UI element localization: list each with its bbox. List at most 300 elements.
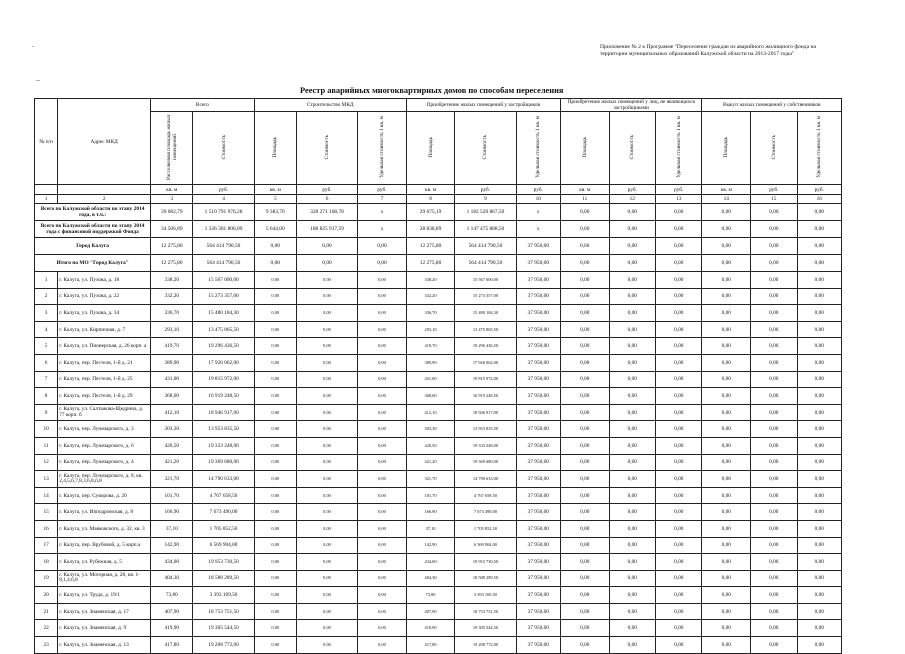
unit-label: руб. (656, 185, 702, 195)
row-zero-value: 0,00 (797, 587, 841, 604)
row-acq-cost: 19 296 436,50 (455, 338, 516, 355)
row-zero-value: 0,00 (751, 487, 797, 504)
row-acq-unit-cost: 37 950,00 (516, 471, 560, 488)
row-number: 8 (35, 388, 58, 405)
row-acq-unit-cost: 37 950,00 (516, 454, 560, 471)
total-value: 0,00 (656, 255, 702, 272)
table-row (35, 354, 842, 371)
row-address: г. Калуга, пер. Врубовой, д. 5 корп.а (58, 537, 151, 554)
row-zero-value: 0,00 (560, 487, 609, 504)
total-value: 29 675,19 (406, 204, 455, 221)
row-cost-total: 6 569 904,00 (193, 537, 254, 554)
row-zero-value: 0,00 (560, 570, 609, 587)
row-zero-value: 0,00 (751, 388, 797, 405)
row-build-unit-cost: 0,00 (358, 305, 407, 322)
row-zero-value: 0,00 (797, 321, 841, 338)
row-zero-value: 0,00 (560, 504, 609, 521)
row-area-total: 321,70 (151, 471, 193, 488)
row-number: 6 (35, 354, 58, 371)
row-acq-area: 368,00 (406, 388, 455, 405)
row-build-unit-cost: 0,00 (358, 637, 407, 654)
row-build-cost: 0,00 (296, 603, 357, 620)
row-cost-total: 18 588 289,50 (193, 570, 254, 587)
row-acq-area: 321,70 (406, 471, 455, 488)
row-area-total: 368,00 (151, 388, 193, 405)
total-label: Город Калуга (35, 238, 151, 255)
row-build-unit-cost: 0,00 (358, 520, 407, 537)
group-construction-header: Строительство МКД (254, 99, 406, 112)
total-value: 0,00 (254, 255, 296, 272)
row-zero-value: 0,00 (656, 272, 702, 289)
row-zero-value: 0,00 (797, 404, 841, 421)
row-build-cost: 0,00 (296, 404, 357, 421)
unit-label: руб. (751, 185, 797, 195)
row-zero-value: 0,00 (702, 471, 751, 488)
subhead-cost: Стоимость (609, 112, 655, 185)
row-acq-area: 338,20 (406, 272, 455, 289)
subhead-area: Площадь (560, 112, 609, 185)
row-acq-cost: 15 480 184,30 (455, 305, 516, 322)
scan-mark: . (32, 40, 34, 49)
row-acq-area: 293,10 (406, 321, 455, 338)
row-cost-total: 4 767 658,50 (193, 487, 254, 504)
row-acq-area: 142,90 (406, 537, 455, 554)
row-address: г. Калуга, ул. Пухова, д. 34 (58, 305, 151, 322)
row-acq-area: 407,90 (406, 603, 455, 620)
row-zero-value: 0,00 (656, 570, 702, 587)
unit-label: кв. м (151, 185, 193, 195)
row-zero-value: 0,00 (797, 371, 841, 388)
row-build-unit-cost: 0,00 (358, 620, 407, 637)
row-zero-value: 0,00 (560, 554, 609, 571)
row-zero-value: 0,00 (797, 388, 841, 405)
row-address: г. Калуга, ул. Ипподромская, д. 8 (58, 504, 151, 521)
row-zero-value: 0,00 (560, 471, 609, 488)
total-value: 12 275,80 (151, 238, 193, 255)
total-value: 0,00 (702, 238, 751, 255)
row-cost-total: 1 705 852,50 (193, 520, 254, 537)
row-zero-value: 0,00 (656, 620, 702, 637)
row-acq-unit-cost: 37 950,00 (516, 554, 560, 571)
row-area-total: 389,90 (151, 354, 193, 371)
row-cost-total: 19 815 972,00 (193, 371, 254, 388)
column-number: 15 (751, 195, 797, 204)
total-value: 1 336 301 806,09 (193, 221, 254, 238)
total-value: x (516, 221, 560, 238)
total-value: 0,00 (560, 255, 609, 272)
row-area-total: 73,80 (151, 587, 193, 604)
row-zero-value: 0,00 (609, 338, 655, 355)
unit-label: кв. м (406, 185, 455, 195)
row-area-total: 37,10 (151, 520, 193, 537)
row-zero-value: 0,00 (797, 620, 841, 637)
row-build-cost: 0,00 (296, 587, 357, 604)
row-zero-value: 0,00 (751, 504, 797, 521)
row-acq-unit-cost: 37 950,00 (516, 587, 560, 604)
row-build-area: 0,00 (254, 637, 296, 654)
row-address: г. Калуга, ул. Рубежная, д. 5 (58, 554, 151, 571)
row-acq-unit-cost: 37 950,00 (516, 371, 560, 388)
row-number: 5 (35, 338, 58, 355)
table-row (35, 603, 842, 620)
row-zero-value: 0,00 (797, 305, 841, 322)
row-acq-cost: 19 333 248,00 (455, 437, 516, 454)
row-zero-value: 0,00 (797, 454, 841, 471)
total-value: 0,00 (609, 204, 655, 221)
row-acq-unit-cost: 37 950,00 (516, 338, 560, 355)
row-zero-value: 0,00 (560, 404, 609, 421)
subhead-cost: Стоимость (455, 112, 516, 185)
units-cell (58, 185, 151, 195)
row-build-unit-cost: 0,00 (358, 570, 407, 587)
row-zero-value: 0,00 (609, 537, 655, 554)
row-zero-value: 0,00 (751, 305, 797, 322)
row-zero-value: 0,00 (560, 305, 609, 322)
row-address: г. Калуга, ул. Салтыкова-Щедрина, д. 77 корп. б (58, 404, 151, 421)
row-number: 10 (35, 421, 58, 438)
row-zero-value: 0,00 (656, 520, 702, 537)
row-build-area: 0,00 (254, 471, 296, 488)
table-row (35, 487, 842, 504)
row-zero-value: 0,00 (751, 354, 797, 371)
row-build-cost: 0,00 (296, 305, 357, 322)
total-value: 0,00 (254, 238, 296, 255)
row-zero-value: 0,00 (797, 421, 841, 438)
table-row (35, 637, 842, 654)
row-build-unit-cost: 0,00 (358, 421, 407, 438)
total-value: 5 644,00 (254, 221, 296, 238)
row-acq-area: 419,70 (406, 338, 455, 355)
row-build-cost: 0,00 (296, 371, 357, 388)
row-area-total: 404,30 (151, 570, 193, 587)
subhead-area: Площадь (406, 112, 455, 185)
row-zero-value: 0,00 (797, 537, 841, 554)
row-zero-value: 0,00 (609, 570, 655, 587)
row-zero-value: 0,00 (560, 637, 609, 654)
row-address: г. Калуга, ул. Моторная, д. 28, кв. 1-8,1,4,6,8 (58, 570, 151, 587)
total-value: x (516, 204, 560, 221)
row-zero-value: 0,00 (797, 570, 841, 587)
row-zero-value: 0,00 (797, 354, 841, 371)
row-acq-cost: 3 393 169,50 (455, 587, 516, 604)
row-number: 16 (35, 520, 58, 537)
row-zero-value: 0,00 (609, 354, 655, 371)
row-area-total: 407,90 (151, 603, 193, 620)
row-zero-value: 0,00 (560, 272, 609, 289)
row-zero-value: 0,00 (702, 454, 751, 471)
table-row (35, 437, 842, 454)
row-zero-value: 0,00 (609, 288, 655, 305)
appendix-note: Приложение № 2 к Программе "Переселение граждан из аварийного жилищного фонда на территории муниципальных образований Калужской области на 2013-2017 годы" (600, 44, 816, 57)
row-zero-value: 0,00 (702, 570, 751, 587)
row-build-unit-cost: 0,00 (358, 321, 407, 338)
row-acq-cost: 17 926 062,00 (455, 354, 516, 371)
row-zero-value: 0,00 (560, 371, 609, 388)
row-zero-value: 0,00 (702, 388, 751, 405)
total-label: Всего по Калужской области по этапу 2014 года с финансовой поддержкой Фонда (35, 221, 151, 238)
row-build-cost: 0,00 (296, 388, 357, 405)
row-build-area: 0,00 (254, 537, 296, 554)
column-number: 13 (656, 195, 702, 204)
row-zero-value: 0,00 (560, 454, 609, 471)
row-address: г. Калуга, пер. Суворова, д. 20 (58, 487, 151, 504)
total-value: 0,00 (702, 255, 751, 272)
row-number: 1 (35, 272, 58, 289)
row-number: 18 (35, 554, 58, 571)
row-acq-cost: 18 588 289,50 (455, 570, 516, 587)
header-row-groups (35, 99, 842, 112)
table-row (35, 404, 842, 421)
subhead-area: Площадь (254, 112, 296, 185)
total-value: 12 275,80 (406, 255, 455, 272)
column-numbers-row (35, 195, 842, 204)
row-zero-value: 0,00 (609, 587, 655, 604)
group-all-header: Всего (151, 99, 254, 112)
row-address: г. Калуга, пер. Пестеля, 1-й д. 21 (58, 354, 151, 371)
column-number: 12 (609, 195, 655, 204)
row-build-unit-cost: 0,00 (358, 354, 407, 371)
row-zero-value: 0,00 (702, 637, 751, 654)
subhead-unit-cost: Удельная стоимость 1 кв. м (358, 112, 407, 185)
row-acq-cost: 4 767 658,50 (455, 487, 516, 504)
row-acq-unit-cost: 37 950,00 (516, 520, 560, 537)
row-acq-area: 404,30 (406, 570, 455, 587)
row-acq-area: 101,70 (406, 487, 455, 504)
row-acq-cost: 13 953 835,50 (455, 421, 516, 438)
row-number: 17 (35, 537, 58, 554)
total-value: 1 147 475 888,50 (455, 221, 516, 238)
row-zero-value: 0,00 (560, 603, 609, 620)
total-value: 0,00 (609, 238, 655, 255)
row-build-unit-cost: 0,00 (358, 437, 407, 454)
row-acq-area: 421,20 (406, 454, 455, 471)
total-value: 0,00 (560, 238, 609, 255)
row-area-total: 421,20 (151, 454, 193, 471)
row-zero-value: 0,00 (751, 454, 797, 471)
row-cost-total: 15 273 357,00 (193, 288, 254, 305)
row-zero-value: 0,00 (702, 537, 751, 554)
total-value: 0,00 (797, 255, 841, 272)
row-build-cost: 0,00 (296, 554, 357, 571)
row-zero-value: 0,00 (656, 603, 702, 620)
row-build-cost: 0,00 (296, 504, 357, 521)
total-row (35, 221, 842, 238)
row-number: 13 (35, 471, 58, 488)
total-value: 12 275,80 (406, 238, 455, 255)
row-acq-area: 166,90 (406, 504, 455, 521)
column-number: 16 (797, 195, 841, 204)
total-value: 12 275,80 (151, 255, 193, 272)
row-zero-value: 0,00 (609, 321, 655, 338)
row-acq-cost: 1 705 852,50 (455, 520, 516, 537)
row-build-unit-cost: 0,00 (358, 454, 407, 471)
row-zero-value: 0,00 (609, 272, 655, 289)
row-address: г. Калуга, ул. Пионерская, д. 26 корп. а (58, 338, 151, 355)
row-area-total: 336,70 (151, 305, 193, 322)
row-zero-value: 0,00 (560, 321, 609, 338)
row-number: 9 (35, 404, 58, 421)
total-value: 564 414 790,50 (193, 238, 254, 255)
column-number: 5 (254, 195, 296, 204)
row-acq-unit-cost: 37 950,00 (516, 404, 560, 421)
row-build-area: 0,00 (254, 437, 296, 454)
row-zero-value: 0,00 (609, 620, 655, 637)
unit-label: кв. м (702, 185, 751, 195)
total-value: 34 506,89 (151, 221, 193, 238)
unit-label: руб. (609, 185, 655, 195)
row-area-total: 332,20 (151, 288, 193, 305)
row-area-total: 412,10 (151, 404, 193, 421)
row-zero-value: 0,00 (751, 371, 797, 388)
row-address: г. Калуга, пер. Луначарского, д. 4 (58, 454, 151, 471)
column-number: 6 (296, 195, 357, 204)
row-build-area: 0,00 (254, 421, 296, 438)
row-zero-value: 0,00 (702, 620, 751, 637)
row-build-area: 0,00 (254, 570, 296, 587)
unit-label: руб. (358, 185, 407, 195)
row-zero-value: 0,00 (751, 570, 797, 587)
subhead-cost: Стоимость (751, 112, 797, 185)
row-zero-value: 0,00 (656, 371, 702, 388)
units-row (35, 185, 842, 195)
subhead-unit-cost: Удельная стоимость 1 кв. м (516, 112, 560, 185)
row-acq-unit-cost: 37 950,00 (516, 354, 560, 371)
row-zero-value: 0,00 (702, 487, 751, 504)
row-acq-area: 417,80 (406, 637, 455, 654)
unit-label: руб. (516, 185, 560, 195)
row-zero-value: 0,00 (751, 537, 797, 554)
row-zero-value: 0,00 (797, 520, 841, 537)
row-zero-value: 0,00 (560, 520, 609, 537)
row-zero-value: 0,00 (702, 371, 751, 388)
row-acq-unit-cost: 37 950,00 (516, 620, 560, 637)
row-build-area: 0,00 (254, 321, 296, 338)
row-zero-value: 0,00 (656, 338, 702, 355)
row-area-total: 420,50 (151, 437, 193, 454)
column-number: 2 (58, 195, 151, 204)
scan-mark: .. (36, 74, 40, 83)
row-build-area: 0,00 (254, 587, 296, 604)
row-zero-value: 0,00 (702, 321, 751, 338)
row-build-cost: 0,00 (296, 487, 357, 504)
row-zero-value: 0,00 (609, 388, 655, 405)
row-build-unit-cost: 0,00 (358, 371, 407, 388)
table-row (35, 288, 842, 305)
row-zero-value: 0,00 (560, 587, 609, 604)
row-zero-value: 0,00 (609, 421, 655, 438)
row-zero-value: 0,00 (751, 620, 797, 637)
row-area-total: 303,30 (151, 421, 193, 438)
row-zero-value: 0,00 (656, 437, 702, 454)
row-zero-value: 0,00 (702, 504, 751, 521)
row-build-area: 0,00 (254, 388, 296, 405)
row-address: г. Калуга, ул. Кирпичная, д. 7 (58, 321, 151, 338)
row-number: 21 (35, 603, 58, 620)
row-zero-value: 0,00 (702, 305, 751, 322)
column-number: 1 (35, 195, 58, 204)
row-zero-value: 0,00 (751, 520, 797, 537)
row-area-total: 417,80 (151, 637, 193, 654)
row-build-area: 0,00 (254, 620, 296, 637)
row-build-area: 0,00 (254, 371, 296, 388)
row-cost-total: 18 946 917,00 (193, 404, 254, 421)
subhead-area: Площадь (702, 112, 751, 185)
row-zero-value: 0,00 (751, 603, 797, 620)
page-title: Реестр аварийных многоквартирных домов по способам переселения (300, 86, 564, 95)
total-value: 1 510 791 976,28 (193, 204, 254, 221)
row-build-unit-cost: 0,00 (358, 272, 407, 289)
row-zero-value: 0,00 (560, 421, 609, 438)
subhead-unit-cost: Удельная стоимость 1 кв. м (656, 112, 702, 185)
row-build-cost: 0,00 (296, 288, 357, 305)
row-cost-total: 7 673 490,00 (193, 504, 254, 521)
table-row (35, 421, 842, 438)
total-value: 0,00 (797, 238, 841, 255)
total-value: 0,00 (656, 238, 702, 255)
total-value: 0,00 (656, 221, 702, 238)
column-number: 7 (358, 195, 407, 204)
row-acq-cost: 16 919 248,50 (455, 388, 516, 405)
row-zero-value: 0,00 (609, 504, 655, 521)
register-body (35, 185, 842, 654)
column-number: 14 (702, 195, 751, 204)
row-zero-value: 0,00 (560, 354, 609, 371)
row-build-area: 0,00 (254, 288, 296, 305)
row-number: 20 (35, 587, 58, 604)
row-area-total: 338,20 (151, 272, 193, 289)
total-value: 0,00 (797, 221, 841, 238)
total-value: 328 271 108,78 (296, 204, 357, 221)
row-acq-area: 332,20 (406, 288, 455, 305)
table-row (35, 338, 842, 355)
table-row (35, 321, 842, 338)
row-zero-value: 0,00 (560, 620, 609, 637)
row-address: г. Калуга, ул. Пухова, д. 18 (58, 272, 151, 289)
row-zero-value: 0,00 (656, 288, 702, 305)
row-zero-value: 0,00 (797, 487, 841, 504)
row-zero-value: 0,00 (656, 305, 702, 322)
row-cost-total: 17 926 062,00 (193, 354, 254, 371)
row-build-unit-cost: 0,00 (358, 388, 407, 405)
unit-label: руб. (797, 185, 841, 195)
total-value: x (358, 204, 407, 221)
row-number: 22 (35, 620, 58, 637)
row-build-unit-cost: 0,00 (358, 338, 407, 355)
row-acq-area: 412,10 (406, 404, 455, 421)
row-acq-area: 419,90 (406, 620, 455, 637)
row-area-total: 431,00 (151, 371, 193, 388)
row-acq-cost: 7 673 490,00 (455, 504, 516, 521)
row-zero-value: 0,00 (797, 338, 841, 355)
row-acq-cost: 6 569 904,00 (455, 537, 516, 554)
row-build-unit-cost: 0,00 (358, 603, 407, 620)
total-value: 0,00 (560, 221, 609, 238)
row-build-unit-cost: 0,00 (358, 537, 407, 554)
total-value: 37 950,00 (516, 238, 560, 255)
total-value: 0,00 (656, 204, 702, 221)
row-acq-area: 73,80 (406, 587, 455, 604)
table-row (35, 587, 842, 604)
row-build-cost: 0,00 (296, 620, 357, 637)
total-value: 188 825 917,59 (296, 221, 357, 238)
column-number: 3 (151, 195, 193, 204)
row-number: 23 (35, 637, 58, 654)
row-zero-value: 0,00 (609, 404, 655, 421)
row-acq-unit-cost: 37 950,00 (516, 305, 560, 322)
row-zero-value: 0,00 (702, 587, 751, 604)
total-value: 0,00 (358, 255, 407, 272)
row-build-area: 0,00 (254, 454, 296, 471)
